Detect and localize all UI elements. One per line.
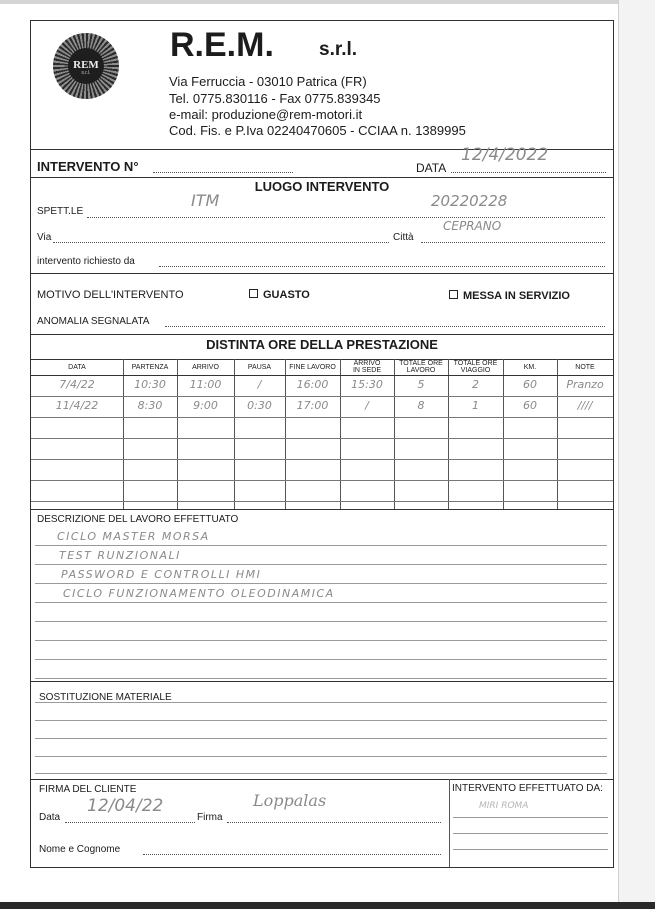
effettuato-da-label: INTERVENTO EFFETTUATO DA:	[452, 783, 603, 794]
company-phone: Tel. 0775.830116 - Fax 0775.839345	[169, 91, 381, 106]
messa-servizio-label: MESSA IN SERVIZIO	[463, 290, 570, 302]
intervento-number-label: INTERVENTO N°	[37, 159, 139, 174]
date-value: 12/4/2022	[461, 145, 549, 165]
divider	[31, 779, 613, 780]
checkbox-icon	[449, 290, 458, 299]
company-suffix: s.r.l.	[319, 39, 358, 60]
ruled-line[interactable]	[35, 678, 607, 679]
via-label: Via	[37, 232, 52, 243]
descrizione-line-text: CICLO MASTER MORSA	[57, 530, 210, 543]
ruled-line[interactable]	[35, 583, 607, 584]
checkbox-icon	[249, 289, 258, 298]
cell-note: ////	[577, 399, 593, 412]
table-row[interactable]	[31, 417, 613, 438]
firma-label: Firma	[197, 812, 223, 823]
via-field[interactable]	[53, 242, 389, 243]
effettuato-line[interactable]	[453, 833, 608, 834]
client-signature: Loppalas	[253, 791, 327, 810]
column-header-pausa: PAUSA	[247, 364, 272, 371]
cell-pausa: 0:30	[247, 399, 272, 412]
column-header-totale-ore-viaggio: TOTALE ORE VIAGGIO	[453, 360, 498, 375]
citta-label: Città	[393, 232, 414, 243]
nome-cognome-field[interactable]	[143, 854, 441, 855]
cell-partenza: 10:30	[134, 378, 166, 391]
scan-edge-bottom	[0, 902, 655, 909]
date-label: DATA	[416, 161, 447, 175]
cell-totale-ore-lavoro: 8	[417, 399, 425, 412]
column-divider	[449, 779, 450, 867]
scan-edge-top	[0, 0, 655, 4]
cell-totale-ore-lavoro: 5	[417, 378, 425, 391]
logo-subtext: s.r.l.	[81, 70, 91, 76]
column-header-arrivo-sede: ARRIVO IN SEDE	[352, 360, 381, 375]
nome-cognome-label: Nome e Cognome	[39, 844, 121, 855]
ruled-line[interactable]	[35, 564, 607, 565]
column-header-totale-ore-lavoro: TOTALE ORE LAVORO	[399, 360, 443, 375]
divider	[31, 177, 613, 178]
citta-field[interactable]	[421, 242, 605, 243]
guasto-checkbox[interactable]	[249, 289, 310, 301]
table-row[interactable]	[31, 480, 613, 501]
effettuato-line[interactable]	[453, 817, 608, 818]
ruled-line[interactable]	[35, 602, 607, 603]
anomalia-field[interactable]	[165, 326, 605, 327]
ruled-line[interactable]	[35, 756, 607, 757]
cell-km: 60	[523, 378, 537, 391]
divider	[31, 681, 613, 682]
firma-data-label: Data	[39, 812, 61, 823]
citta-value: CEPRANO	[443, 219, 502, 233]
table-row[interactable]	[31, 459, 613, 480]
cell-fine-lavoro: 17:00	[296, 399, 329, 412]
spett-label: SPETT.LE	[37, 206, 84, 217]
descrizione-line-text: PASSWORD E CONTROLLI HMI	[61, 568, 262, 581]
column-header-partenza: PARTENZA	[131, 364, 169, 371]
date-field[interactable]	[451, 172, 606, 173]
logo-text: REM	[73, 59, 99, 71]
messa-servizio-checkbox[interactable]	[449, 290, 570, 302]
spett-value: ITM	[191, 191, 220, 210]
cell-data: 11/4/22	[55, 399, 99, 412]
ruled-line[interactable]	[35, 545, 607, 546]
ruled-line[interactable]	[35, 621, 607, 622]
descrizione-line-text: TEST RUNZIONALI	[59, 549, 181, 562]
section-title-distinta: DISTINTA ORE DELLA PRESTAZIONE	[206, 337, 438, 352]
effettuato-da-value: MIRI ROMA	[479, 801, 529, 811]
ruled-line[interactable]	[35, 773, 607, 774]
cell-totale-ore-viaggio: 2	[472, 378, 479, 391]
firma-cliente-label: FIRMA DEL CLIENTE	[39, 784, 137, 795]
intervento-number-field[interactable]	[153, 172, 293, 173]
cell-km: 60	[523, 399, 537, 412]
firma-data-field[interactable]	[65, 822, 195, 823]
ruled-line[interactable]	[35, 702, 607, 703]
cell-pausa: /	[257, 378, 262, 391]
column-header-data: DATA	[68, 364, 86, 371]
ruled-line[interactable]	[35, 659, 607, 660]
effettuato-line[interactable]	[453, 849, 608, 850]
cell-data: 7/4/22	[59, 378, 95, 391]
cell-fine-lavoro: 16:00	[296, 378, 329, 391]
section-title-luogo: LUOGO INTERVENTO	[254, 179, 390, 194]
descrizione-label: DESCRIZIONE DEL LAVORO EFFETTUATO	[37, 514, 239, 525]
company-name: R.E.M.	[170, 26, 274, 64]
cell-arrivo: 11:00	[189, 378, 222, 391]
cell-arrivo: 9:00	[193, 399, 218, 412]
sostituzione-label: SOSTITUZIONE MATERIALE	[39, 692, 172, 703]
ruled-line[interactable]	[35, 738, 607, 739]
table-top-border	[31, 359, 613, 360]
divider	[31, 509, 613, 510]
motivo-label: MOTIVO DELL'INTERVENTO	[37, 289, 184, 301]
richiesto-field[interactable]	[159, 266, 605, 267]
spett-note: 20220228	[431, 192, 508, 210]
anomalia-label: ANOMALIA SEGNALATA	[37, 316, 150, 327]
scan-edge-right	[618, 0, 655, 909]
company-logo	[53, 33, 119, 99]
column-header-km: KM.	[523, 364, 537, 371]
descrizione-line-text: CICLO FUNZIONAMENTO OLEODINAMICA	[63, 587, 335, 600]
guasto-label: GUASTO	[263, 289, 310, 301]
company-address: Via Ferruccia - 03010 Patrica (FR)	[169, 74, 367, 89]
company-email: e-mail: produzione@rem-motori.it	[169, 107, 363, 122]
column-header-note: NOTE	[575, 364, 595, 371]
table-row[interactable]	[31, 438, 613, 459]
divider	[31, 334, 613, 335]
column-header-fine-lavoro: FINE LAVORO	[289, 364, 336, 371]
ruled-line[interactable]	[35, 640, 607, 641]
firma-field[interactable]	[227, 822, 441, 823]
column-header-arrivo: ARRIVO	[192, 364, 219, 371]
richiesto-label: intervento richiesto da	[37, 256, 135, 267]
cell-totale-ore-viaggio: 1	[472, 399, 479, 412]
divider	[31, 273, 613, 274]
spett-field[interactable]	[87, 217, 605, 218]
cell-arrivo-sede: /	[365, 399, 369, 412]
ruled-line[interactable]	[35, 720, 607, 721]
intervention-form	[30, 20, 614, 868]
cell-partenza: 8:30	[137, 399, 163, 412]
firma-data-value: 12/04/22	[87, 796, 164, 816]
company-tax: Cod. Fis. e P.Iva 02240470605 - CCIAA n. 1389995	[169, 123, 466, 138]
cell-note: Pranzo	[566, 378, 604, 391]
cell-arrivo-sede: 15:30	[351, 378, 383, 391]
